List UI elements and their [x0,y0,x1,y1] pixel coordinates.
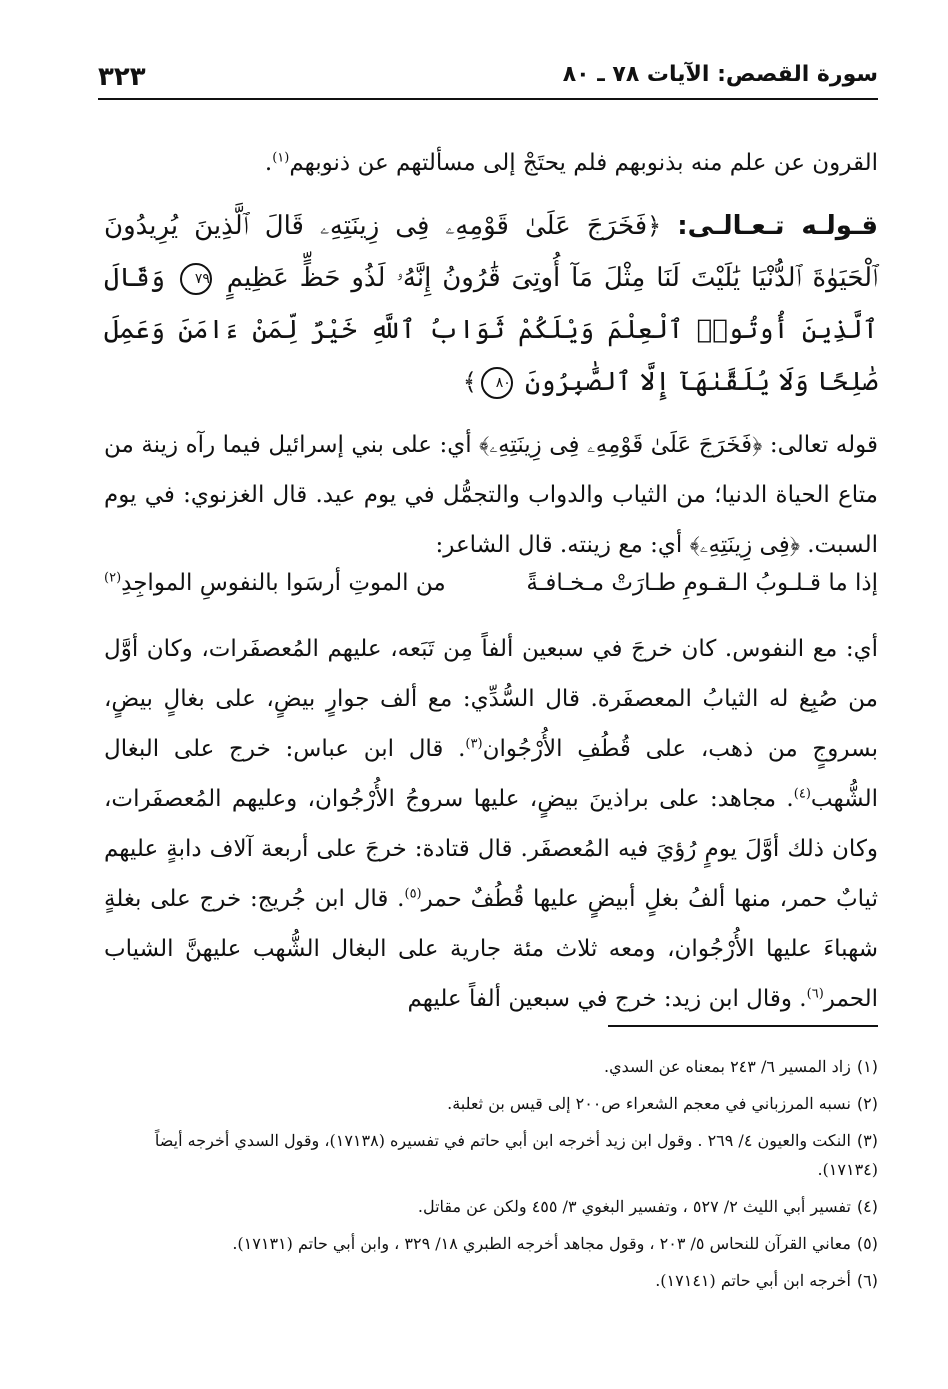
footnote-item [104,1089,878,1118]
commentary-paragraph-2 [104,624,878,1024]
commentary-text-2: أي: مع زينته. قال الشاعر: [435,532,683,558]
quoted-verse-1: ﴿فَخَرَجَ عَلَىٰ قَوْمِهِۦ فِى زِينَتِهِۦ﴾ [479,432,763,458]
verse-label: قـولـه تـعـالـى: [677,211,878,241]
verse-close-bracket: ﴾ [462,368,477,396]
footnote-text: تفسير أبي الليث ٢/ ٥٢٧ ، وتفسير البغوي ٣/ ٤٥٥ ولكن عن مقاتل. [417,1197,851,1216]
footnote-number: (٢) [856,1094,878,1113]
footnote-ref-6: (٦) [806,986,824,1002]
footnote-text: أخرجه ابن أبي حاتم (١٧١٤١). [655,1271,851,1290]
footnote-number: (٣) [856,1131,878,1150]
footnote-item [104,1266,878,1295]
footnote-item [104,1192,878,1221]
footnote-number: (٦) [856,1271,878,1290]
commentary-text-1: أي: على بني إسرائيل فيما رآه زينة من متاع الحياة الدنيا؛ من الثياب والدواب والتجمُّل في يوم عيد. قال الغزنوي: في يوم السبت. [104,432,878,558]
footnote-item [104,1126,878,1184]
intro-paragraph: القرون عن علم منه بذنوبهم فلم يحتَجْ إلى مسألتهم عن ذنوبهم$^{(١)}$. [264,150,878,176]
footnote-number: (٤) [856,1197,878,1216]
verse-text-80: وَقَالَ ٱلَّذِينَ أُوتُوا۟ ٱلْعِلْمَ وَيْلَكُمْ ثَوَابُ ٱللَّهِ خَيْرٌ لِّمَنْ ءَامَنَ وَعَمِلَ صَٰلِحًا وَلَا يُلَقَّىٰهَآ إِلَّا ٱلصَّٰبِرُونَ [104,263,878,397]
poem-hemistich-2: من الموتِ أرسَوا بالنفوسِ المواجِدِ [121,570,446,596]
footnote-ref-4: (٤) [793,786,811,802]
commentary-paragraph-1 [104,420,878,570]
poem-verse [104,570,878,614]
quoted-verse-2: ﴿فِى زِينَتِهِۦ﴾ [689,532,800,558]
footnote-text: النكت والعيون ٤/ ٢٦٩ . وقول ابن زيد أخرجه ابن أبي حاتم في تفسيره (١٧١٣٨)، وقول السدي أخرجه أيضاً (١٧١٣٤). [154,1131,878,1179]
footnote-number: (١) [856,1057,878,1076]
footnote-ref-1: (١) [272,150,290,166]
footnote-item [104,1229,878,1258]
commentary2-text-d: . قال ابن جُريج: خرج على بغلةٍ شهباءَ عليها الأُرْجُوان، ومعه ثلاث مئة جارية على البغال الشُّهب عليهنَّ الشياب الحمر [104,886,878,1012]
footnote-item [104,1052,878,1081]
surah-title: سورة القصص: الآيات ٧٨ ـ ٨٠ [562,62,878,87]
ayah-number-79: ٧٩ [180,263,212,295]
footnote-number: (٥) [856,1234,878,1253]
verse-text-79: فَخَرَجَ عَلَىٰ قَوْمِهِۦ فِى زِينَتِهِۦ قَالَ ٱلَّذِينَ يُرِيدُونَ ٱلْحَيَوٰةَ ٱلدُّنْيَا يَٰلَيْتَ لَنَا مِثْلَ مَآ أُوتِىَ قَٰرُونُ إِنَّهُۥ لَذُو حَظٍّ عَظِيمٍ [104,211,879,293]
footnote-ref-2: (٢) [104,570,122,586]
commentary-lead: قوله تعالى: [769,432,878,458]
commentary2-text-c: . مجاهد: على براذينَ بيضٍ، عليها سروجُ الأُرْجُوان، وعليهم المُعصفَرات، وكان ذلك أوَّلَ يومٍ رُؤيَ فيه المُعصفَر. قال قتادة: خرجَ على أربعة آلاف دابةٍ عليهم ثيابٌ حمر، منها ألفُ بغلٍ أبيضٍ عليها قُطُفٌ حمر [104,786,878,912]
quran-verse-block [104,200,878,408]
page-number: ٣٢٣ [98,62,146,92]
poem-hemistich-2-wrap [104,570,446,596]
header-divider [98,98,878,100]
ayah-number-80: ٨٠ [481,367,513,399]
verse-open-bracket: ﴿ [647,212,662,240]
footnote-divider [608,1025,878,1027]
footnote-ref-5: (٥) [404,886,422,902]
footnotes-list [104,1052,878,1303]
footnote-ref-3: (٣) [465,736,483,752]
page-header [98,62,878,96]
intro-text: القرون عن علم منه بذنوبهم فلم يحتَجْ إلى مسألتهم عن ذنوبهم [289,150,878,176]
commentary2-text-a: أي: مع النفوس. كان خرجَ في سبعين ألفاً مِن تَبَعه، عليهم المُعصفَرات، وكان أوَّل من صُبِغ له الثيابُ المعصفَرة. قال السُّدِّي: مع ألف جوارٍ بيضٍ، على بغالٍ بيضٍ، بسروجٍ من ذهب، على قُطُفِ الأُرْجُوان [104,636,878,762]
footnote-text: نسبه المرزباني في معجم الشعراء ص٢٠٠ إلى قيس بن ثعلبة. [447,1094,851,1113]
commentary2-text-b: . قال ابن عباس: خرج على البغال الشُّهب [104,736,878,812]
commentary2-text-e: . وقال ابن زيد: خرج في سبعين ألفاً عليهم [407,986,807,1012]
footnote-text: معاني القرآن للنحاس ٥/ ٢٠٣ ، وقول مجاهد أخرجه الطبري ١٨/ ٣٢٩ ، وابن أبي حاتم (١٧١٣١). [232,1234,851,1253]
footnote-text: زاد المسير ٦/ ٢٤٣ بمعناه عن السدي. [603,1057,851,1076]
poem-hemistich-1: إذا ما قـلـوبُ الـقـومِ طـارَتْ مـخـافـةً [526,570,878,596]
